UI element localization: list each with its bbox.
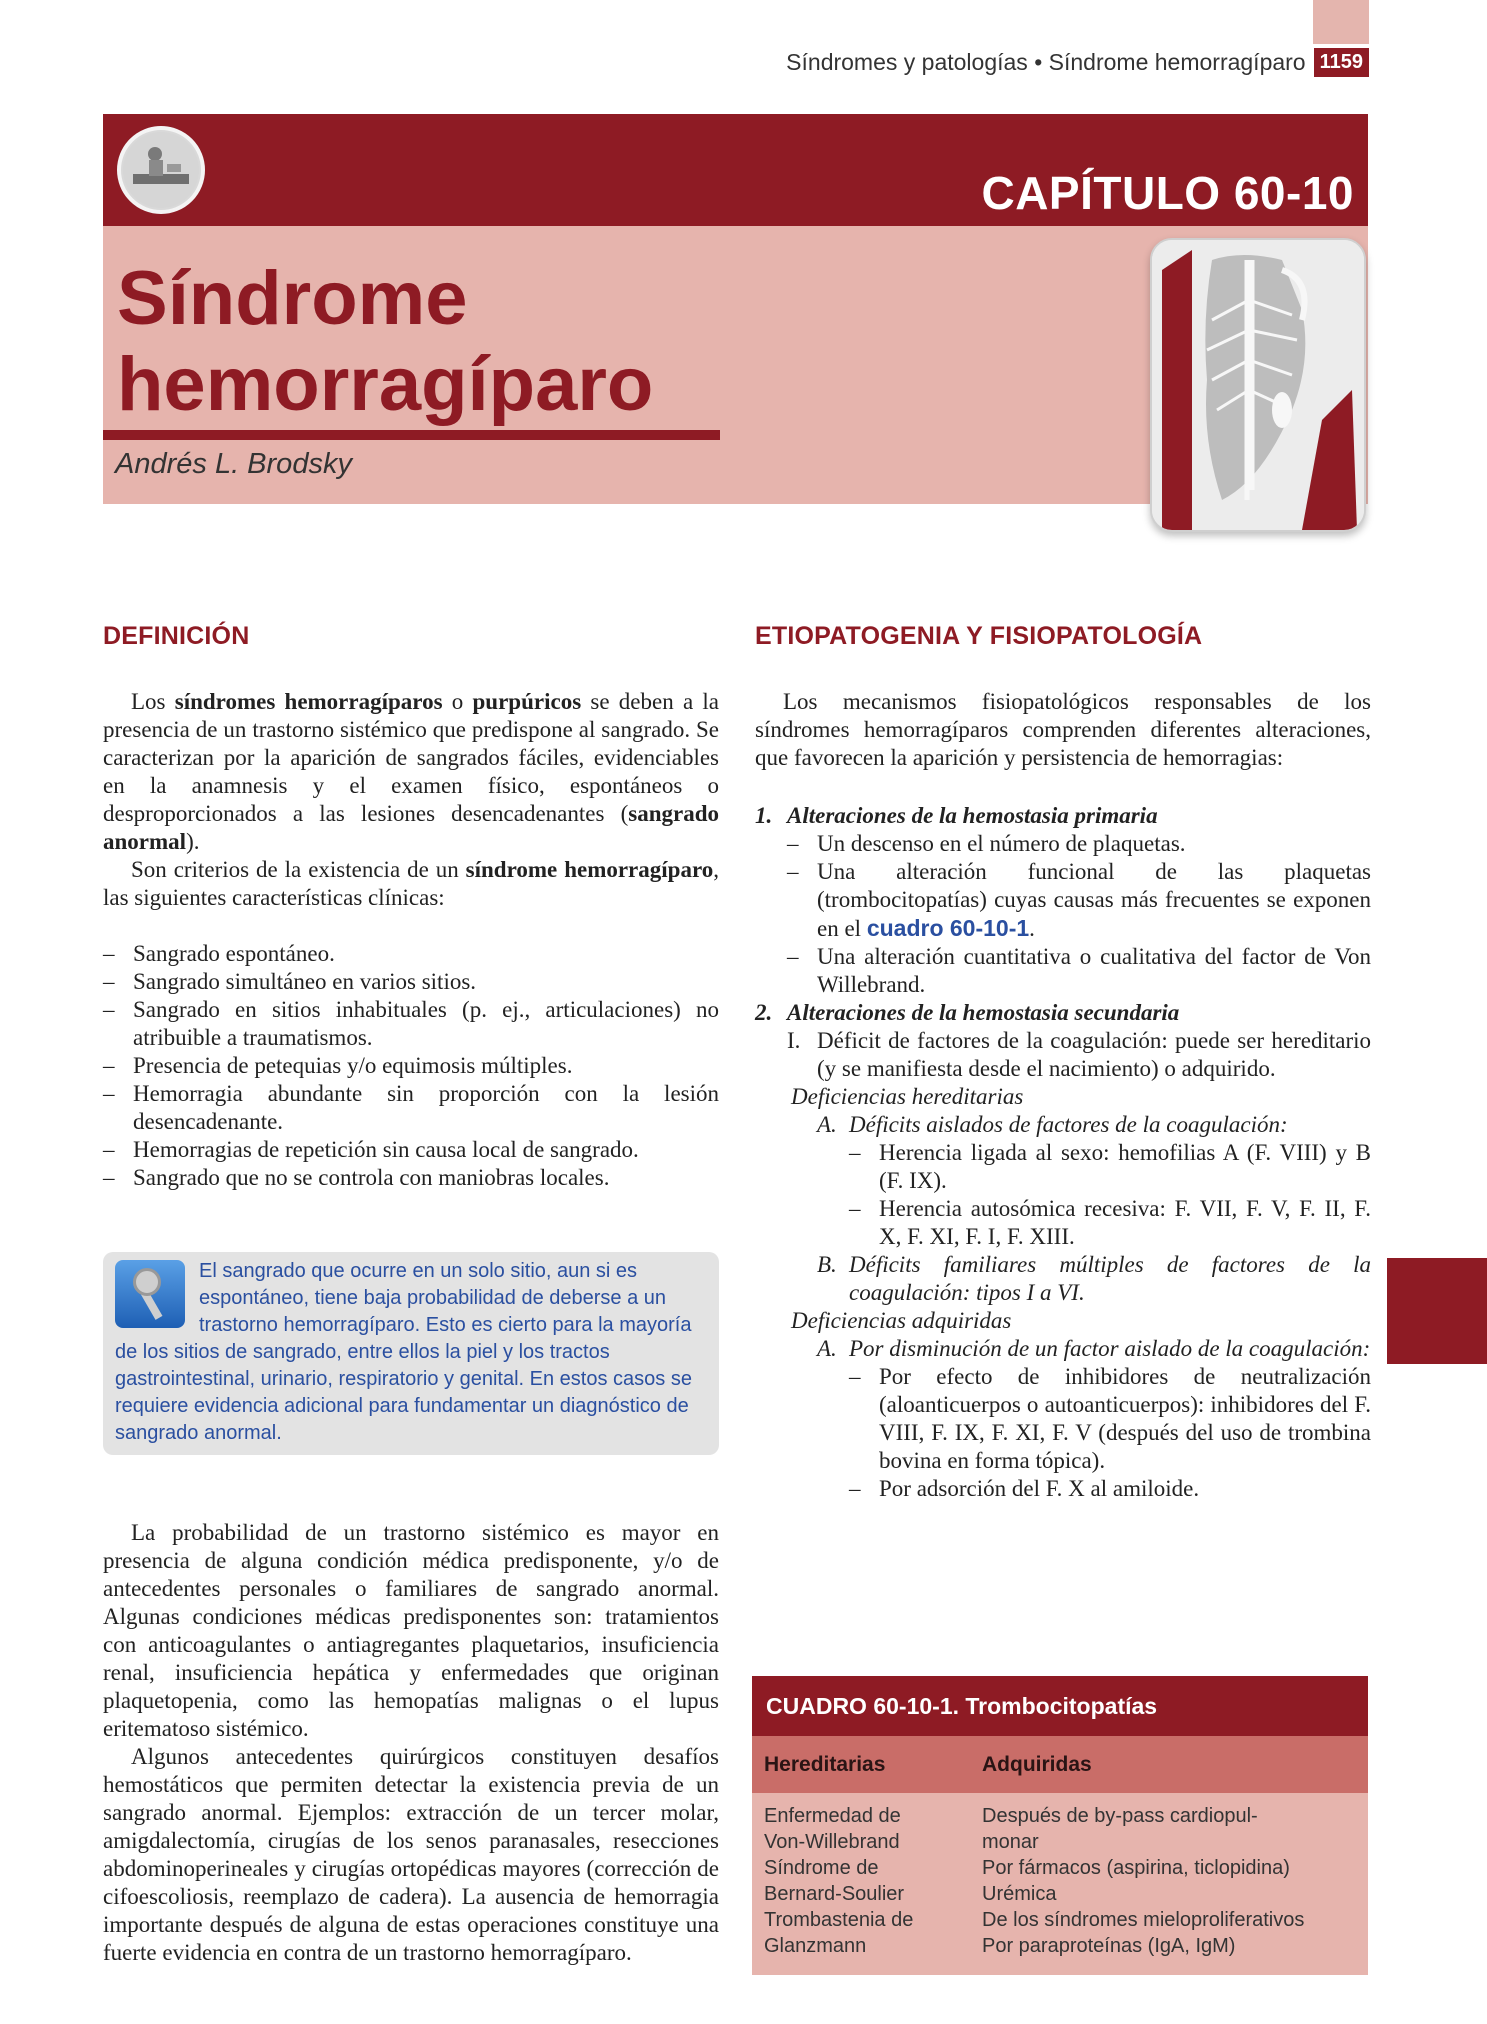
table-cell-acquired: Después de by-pass cardiopul- monar Por fármacos (aspirina, ticlopidina) Urémica De los síndromes mieloproliferativos Por paraproteínas (IgA, IgM) [982,1805,1305,1957]
key-note-box [103,1252,719,1455]
list-item: – Sangrado espontáneo. [103,940,719,968]
factor-deficit-item: I. Déficit de factores de la coagulación: puede ser hereditario (y se manifiesta desde el nacimiento) o adquirido. [787,1028,1371,1081]
surgical-history-paragraph: Algunos antecedentes quirúrgicos constituyen desafíos hemostáticos que permiten detectar la existencia previa de un sangrado anormal. Ejemplos: extracción de un tercer molar, amigdalectomía, cirugías de los senos paranasales, resecciones abdominoperineales y cirugías ortopédicas mayores (corrección de cifoescoliosis, reemplazo de cadera). La ausencia de hemorragia importante después de alguna de estas operaciones constituye una fuerte evidencia en contra de un trastorno hemorragíparo. [103,1744,719,1965]
page-title [117,256,653,428]
definition-heading: DEFINICIÓN [103,622,250,650]
table-header-row [752,1736,1368,1793]
title-line-2: hemorragíparo [117,342,654,427]
hereditary-deficiencies-label: Deficiencias hereditarias [791,1084,1024,1109]
key-icon [115,1260,185,1328]
cuadro-link[interactable]: cuadro 60-10-1 [866,915,1030,941]
acquired-item-a: A. Por disminución de un factor aislado de la coagulación: [817,1336,1371,1361]
chapter-label: CAPÍTULO 60-10 [981,167,1354,219]
side-thumb-tab [1387,1258,1487,1364]
physician-logo-icon [117,126,205,214]
key-note-text: El sangrado que ocurre en un solo sitio, aun si es espontáneo, tiene baja probabilidad de deberse a un trastorno hemorragíparo. Esto es cierto para la mayoría de los sitios de sangrado, entre ellos la piel y los tractos gastrointestinal, urinario, respiratorio y genital. En estos casos se requiere evidencia adicional para fundamentar un diagnóstico de sangrado anormal. [115,1260,692,1444]
predisposing-paragraph: La probabilidad de un trastorno sistémico es mayor en presencia de alguna condición médica predisponente, y/o de antecedentes personales o familiares de sangrado anormal. Algunas condiciones médicas predisponentes son: tratamientos con anticoagulantes o antiagregantes plaquetarios, insuficiencia renal, insuficiencia hepática y enfermedades que originan plaquetopenia, como las hemopatías malignas o el lupus eritematoso sistémico. [103,1520,719,1741]
list-item: – Sangrado simultáneo en varios sitios. [103,968,719,996]
list-item: – Una alteración funcional de las plaquetas (trombocitopatías) cuyas causas más frecuentes se exponen en el cuadro 60-10-1. [787,858,1371,943]
secondary-hemostasis-heading: 2. Alteraciones de la hemostasia secundaria [755,1000,1180,1025]
table-body [752,1793,1368,1975]
left-column [103,622,719,1967]
list-item: – Hemorragias de repetición sin causa local de sangrado. [103,1136,719,1164]
running-title: Síndromes y patologías • Síndrome hemorragíparo [786,48,1306,75]
list-item: – Herencia ligada al sexo: hemofilias A (F. VIII) y B (F. IX). [849,1139,1371,1195]
table-cell-hereditary: Enfermedad de Von-Willebrand Síndrome de Bernard-Soulier Trombastenia de Glanzmann [764,1805,914,1957]
vascular-anatomy-illustration [1150,238,1366,532]
list-item: – Herencia autosómica recesiva: F. VII, F. V, F. II, F. X, F. XI, F. I, F. XIII. [849,1195,1371,1251]
primary-hemostasis-list [755,830,1371,999]
corner-tab [1313,0,1369,44]
etiopathogenesis-intro: Los mecanismos fisiopatológicos responsables de los síndromes hemorragíparos comprenden diferentes alteraciones, que favorecen la aparición y persistencia de hemorragias: [755,689,1371,770]
hereditary-item-a: A. Déficits aislados de factores de la coagulación: [817,1112,1288,1137]
chapter-banner [103,114,1368,226]
hereditary-item-b: B. Déficits familiares múltiples de factores de la coagulación: tipos I a VI. [817,1252,1371,1305]
list-item: – Hemorragia abundante sin proporción con la lesión desencadenante. [103,1080,719,1136]
primary-hemostasis-heading: 1. Alteraciones de la hemostasia primaria [755,803,1158,828]
list-item: – Por efecto de inhibidores de neutralización (aloanticuerpos o autoanticuerpos): inhibidores del F. VIII, F. IX, F. XI, F. V (después del uso de trombina bovina en forma tópica). [849,1363,1371,1475]
etiopathogenesis-heading: ETIOPATOGENIA Y FISIOPATOLOGÍA [755,622,1203,650]
criteria-list [103,940,719,1192]
table-header-acquired: Adquiridas [982,1752,1092,1776]
cuadro-table [752,1676,1368,1975]
definition-paragraph-1: Los síndromes hemorragíparos o purpúricos se deben a la presencia de un trastorno sistémico que predispone al sangrado. Se caracterizan por la aparición de sangrados fáciles, evidenciables en la anamnesis y el examen físico, espontáneos o desproporcionados a las lesiones desencadenantes (sangrado anormal). [103,689,720,854]
running-header [786,46,1369,78]
page-number: 1159 [1314,48,1369,77]
right-column [755,622,1371,1503]
author: Andrés L. Brodsky [115,448,352,480]
hereditary-a-list [755,1139,1371,1251]
list-item: – Por adsorción del F. X al amiloide. [849,1475,1371,1503]
list-item: – Un descenso en el número de plaquetas. [787,830,1371,858]
list-item: – Una alteración cuantitativa o cualitativa del factor de Von Willebrand. [787,943,1371,999]
acquired-deficiencies-label: Deficiencias adquiridas [791,1308,1012,1333]
title-rule [103,430,720,440]
list-item: – Sangrado en sitios inhabituales (p. ej., articulaciones) no atribuible a traumatismos. [103,996,719,1052]
list-item: – Sangrado que no se controla con maniobras locales. [103,1164,719,1192]
list-item: – Presencia de petequias y/o equimosis múltiples. [103,1052,719,1080]
acquired-a-list [755,1363,1371,1503]
definition-paragraph-2: Son criterios de la existencia de un síndrome hemorragíparo, las siguientes características clínicas: [103,857,719,910]
table-header-hereditary: Hereditarias [764,1752,886,1776]
table-title: CUADRO 60-10-1. Trombocitopatías [752,1676,1368,1736]
title-line-1: Síndrome [117,256,468,341]
